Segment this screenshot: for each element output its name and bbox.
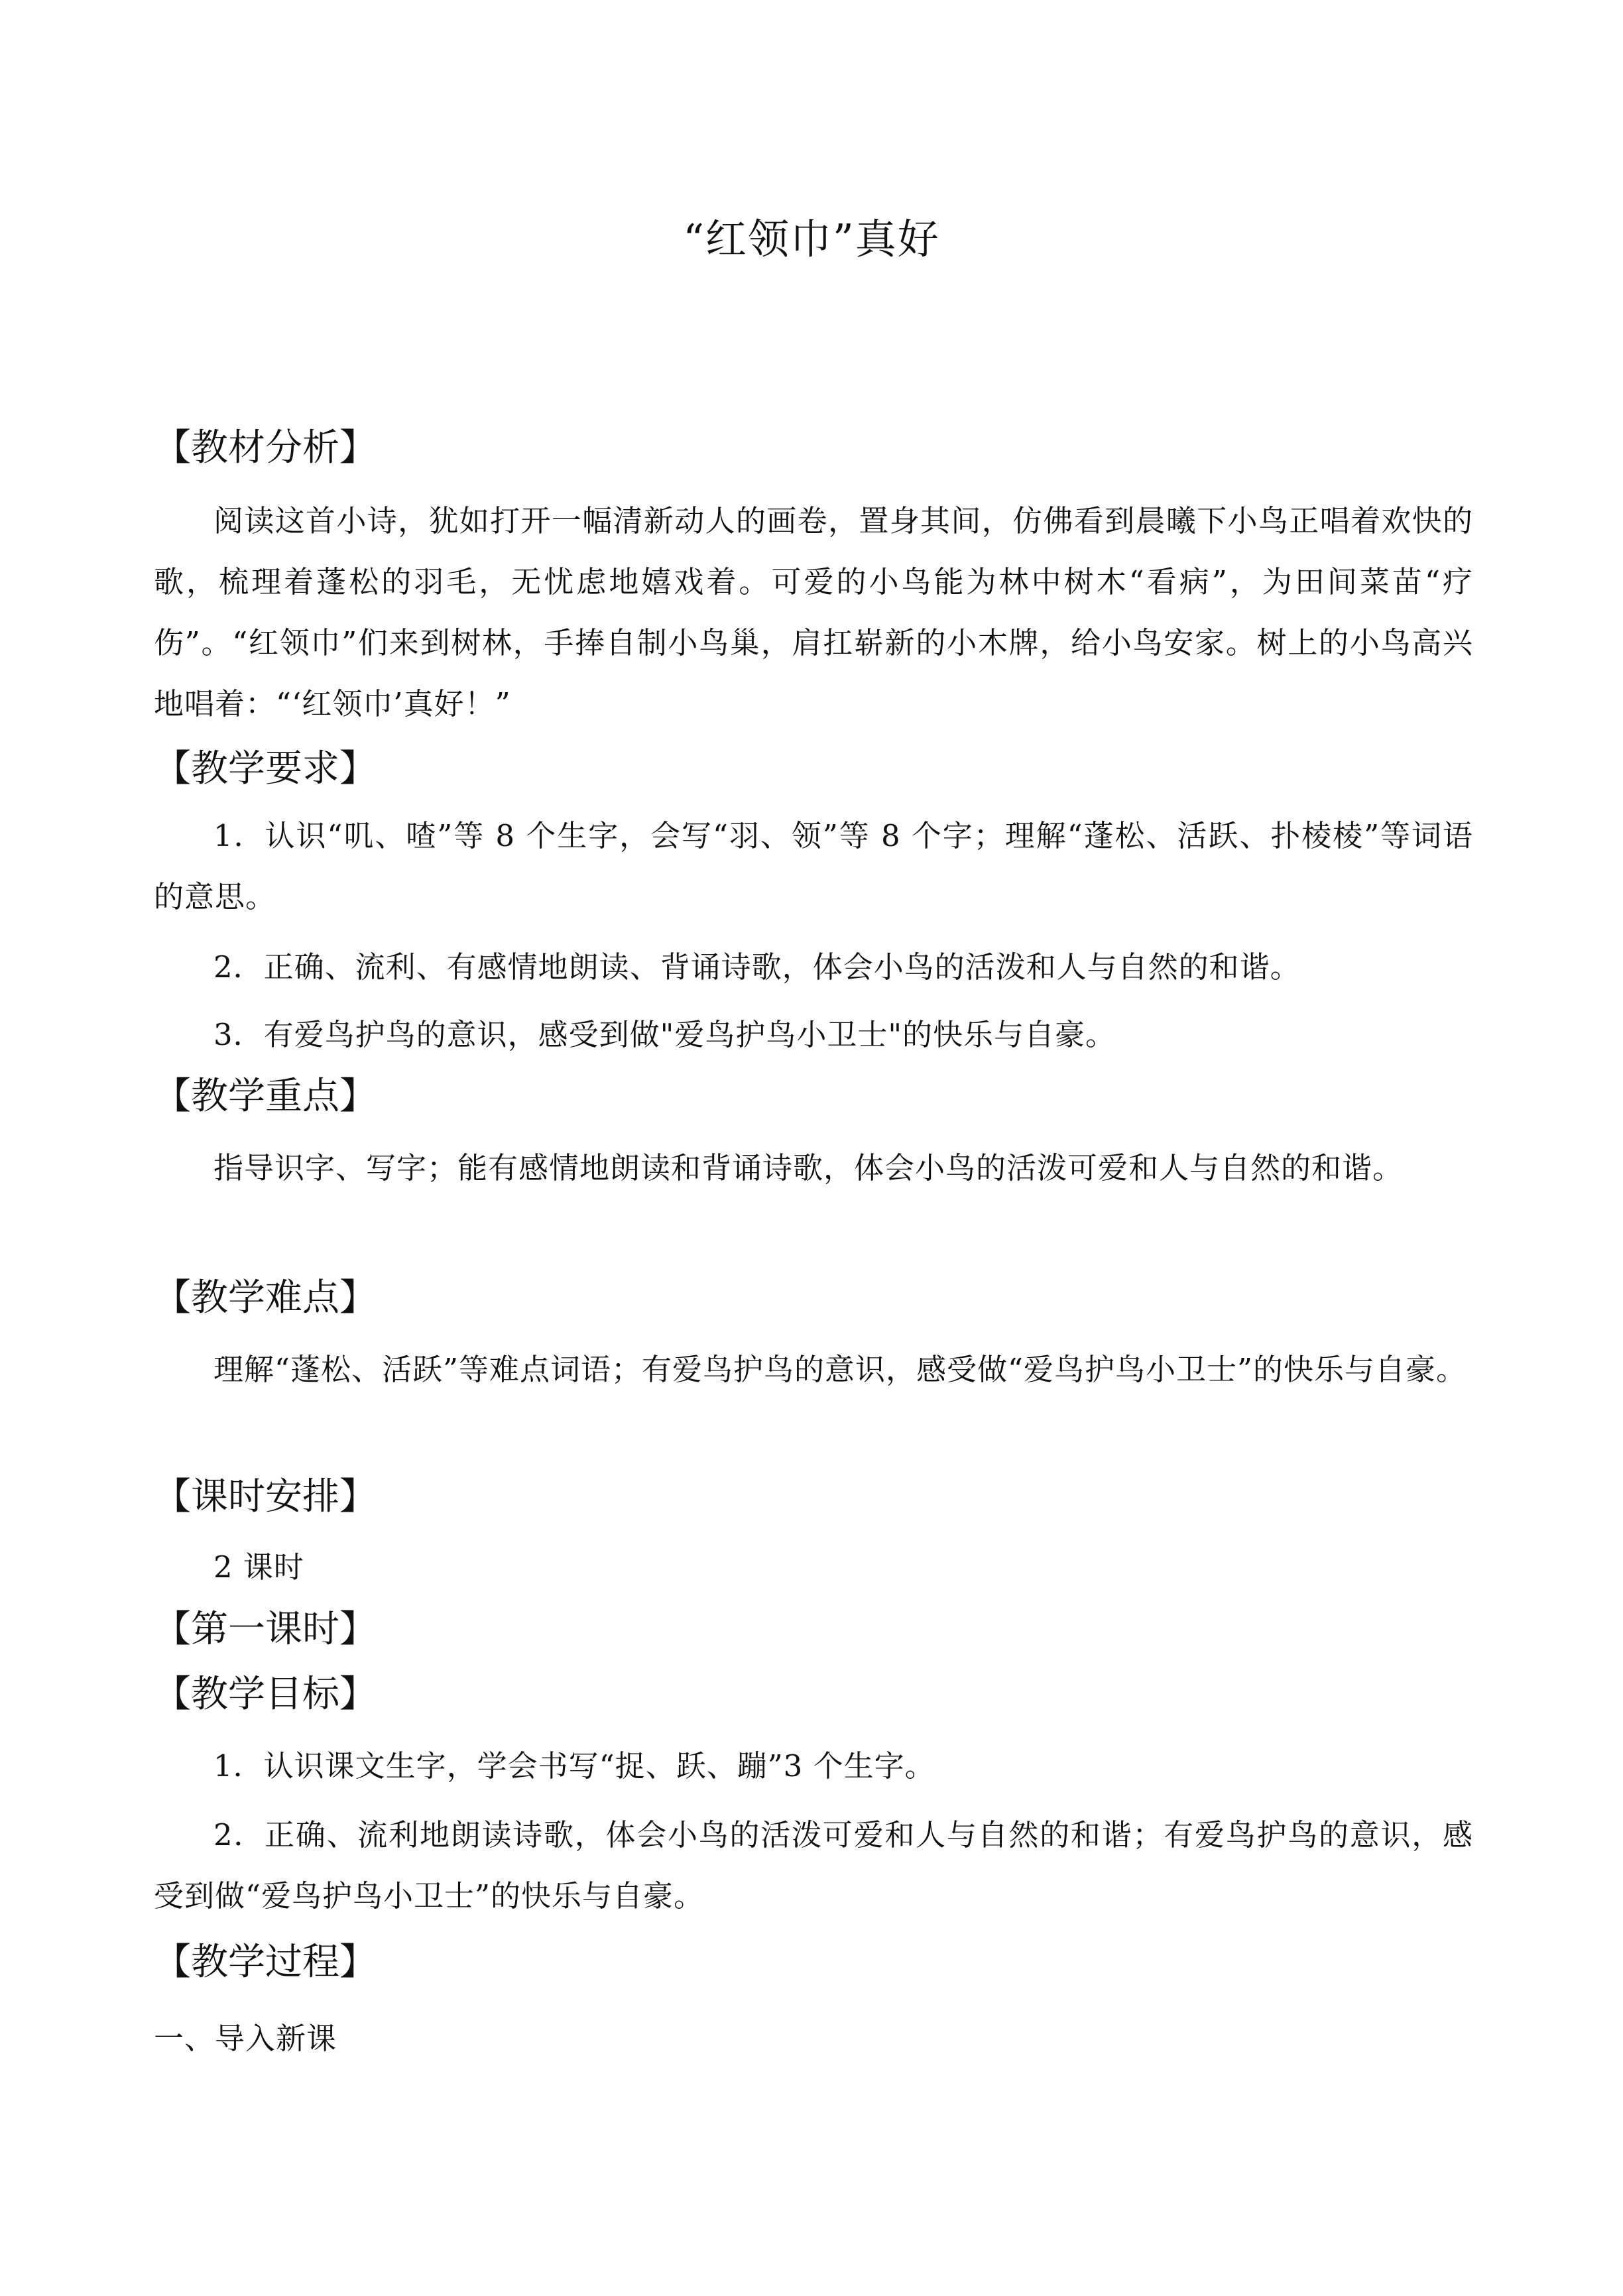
objective-item-2: 2．正确、流利地朗读诗歌，体会小鸟的活泼可爱和人与自然的和谐；有爱鸟护鸟的意识，感受到做“爱鸟护鸟小卫士”的快乐与自豪。: [154, 1817, 1473, 1913]
paragraph-schedule: 2 课时: [213, 1549, 304, 1585]
heading-teaching-process: 【教学过程】: [154, 1941, 377, 1984]
heading-teaching-objectives: 【教学目标】: [154, 1673, 377, 1716]
heading-teaching-key-points: 【教学重点】: [154, 1075, 377, 1118]
heading-teaching-difficulties: 【教学难点】: [154, 1276, 377, 1319]
process-step-1: 一、导入新课: [154, 2021, 337, 2056]
objective-item-1: 1．认识课文生字，学会书写“捉、跃、蹦”3 个生字。: [213, 1748, 935, 1783]
heading-textbook-analysis: 【教材分析】: [154, 426, 377, 469]
requirement-item-1: 1．认识“叽、喳”等 8 个生字，会写“羽、领”等 8 个字；理解“蓬松、活跃、扑棱棱”等词语的意思。: [154, 818, 1473, 914]
heading-first-lesson: 【第一课时】: [154, 1608, 377, 1651]
requirement-item-3: 3．有爱鸟护鸟的意识，感受到做"爱鸟护鸟小卫士"的快乐与自豪。: [213, 1017, 1116, 1052]
paragraph-difficulties: 理解“蓬松、活跃”等难点词语；有爱鸟护鸟的意识，感受做“爱鸟护鸟小卫士”的快乐与自豪。: [213, 1352, 1467, 1387]
document-title: “红领巾”真好: [683, 215, 940, 263]
paragraph-textbook-analysis: 阅读这首小诗，犹如打开一幅清新动人的画卷，置身其间，仿佛看到晨曦下小鸟正唱着欢快的歌，梳理着蓬松的羽毛，无忧虑地嬉戏着。可爱的小鸟能为林中树木“看病”，为田间菜苗“疗伤”。“红领巾”们来到树林，手捧自制小鸟巢，肩扛崭新的小木牌，给小鸟安家。树上的小鸟高兴地唱着：“‘红领巾’真好！”: [154, 503, 1473, 721]
heading-lesson-schedule: 【课时安排】: [154, 1475, 377, 1518]
paragraph-key-points: 指导识字、写字；能有感情地朗读和背诵诗歌，体会小鸟的活泼可爱和人与自然的和谐。: [213, 1150, 1404, 1185]
requirement-item-2: 2．正确、流利、有感情地朗读、背诵诗歌，体会小鸟的活泼和人与自然的和谐。: [213, 949, 1301, 985]
heading-teaching-requirements: 【教学要求】: [154, 747, 377, 790]
